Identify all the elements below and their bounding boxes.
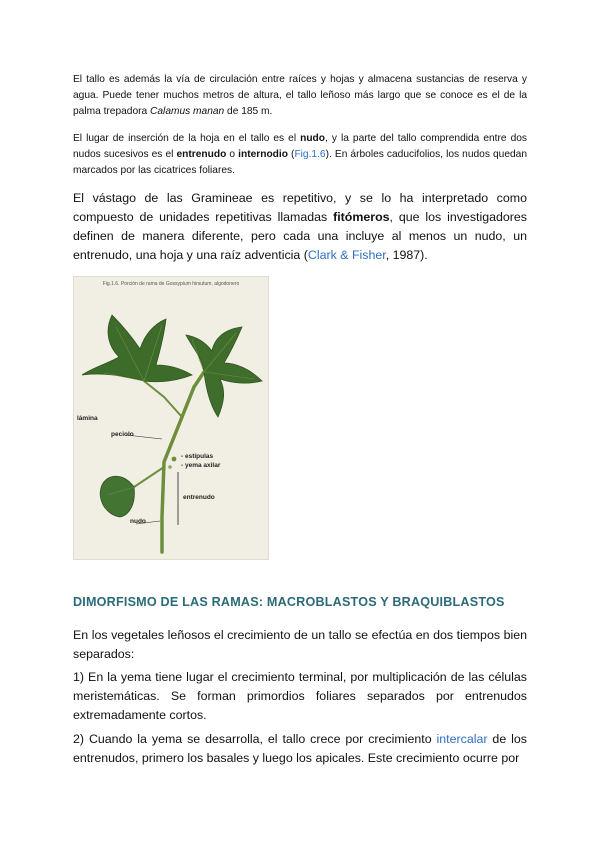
paragraph-growth-intro: En los vegetales leñosos el crecimiento de un tallo se efectúa en dos tiempos bien separados:	[73, 628, 527, 661]
clark-fisher-link[interactable]: Clark & Fisher	[307, 248, 386, 262]
label-lamina: lámina	[77, 415, 98, 422]
paragraph-stem-function: El tallo es además la vía de circulación entre raíces y hojas y almacena sustancias de reserva y agua. Puede tener muchos metros de altura, el tallo leñoso más largo que se conoce es el de la palma trepadora Calamus manan de 185 m.	[73, 74, 527, 117]
label-nudo: nudo	[130, 518, 146, 525]
label-yema-axilar: - yema axilar	[181, 462, 221, 469]
intercalar-link[interactable]: intercalar	[436, 732, 488, 746]
plant-illustration	[74, 277, 268, 559]
paragraph-node-internode: El lugar de inserción de la hoja en el tallo es el nudo, y la parte del tallo comprendida entre dos nudos sucesivos es el entrenudo o internodio (Fig.1.6). En árboles caducifolios, los nudos quedan marcados por las cicatrices foliares.	[73, 133, 528, 176]
label-estipulas: - estípulas	[181, 453, 214, 460]
label-entrenudo: entrenudo	[183, 494, 215, 501]
figure-caption: Fig.1.6. Porción de rama de Gossypium hirsutum, algodonero	[102, 281, 240, 287]
fig-1-6-link[interactable]: Fig.1.6	[294, 149, 326, 160]
label-peciolo: peciolo	[111, 431, 134, 438]
paragraph-terminal-growth: 1) En la yema tiene lugar el crecimiento terminal, por multiplicación de las células meristemáticas. Se forman primordios foliares separados por entrenudos extremadamente cortos.	[73, 670, 527, 722]
section-heading: DIMORFISMO DE LAS RAMAS: MACROBLASTOS Y BRAQUIBLASTOS	[73, 595, 505, 609]
paragraph-intercalar-growth: 2) Cuando la yema se desarrolla, el tallo crece por crecimiento intercalar de los entrenudos, primero los basales y luego los apicales. Este crecimiento ocurre por	[73, 732, 527, 765]
paragraph-phytomers: El vástago de las Gramineae es repetitivo, y se lo ha interpretado como compuesto de unidades repetitivas llamadas fitómeros, que los investigadores definen de manera diferente, pero cada una incluye al menos un nudo, un entrenudo, una hoja y una raíz adventicia (Clark & Fisher, 1987).	[73, 191, 527, 262]
figure-gossypium-branch	[73, 276, 269, 560]
